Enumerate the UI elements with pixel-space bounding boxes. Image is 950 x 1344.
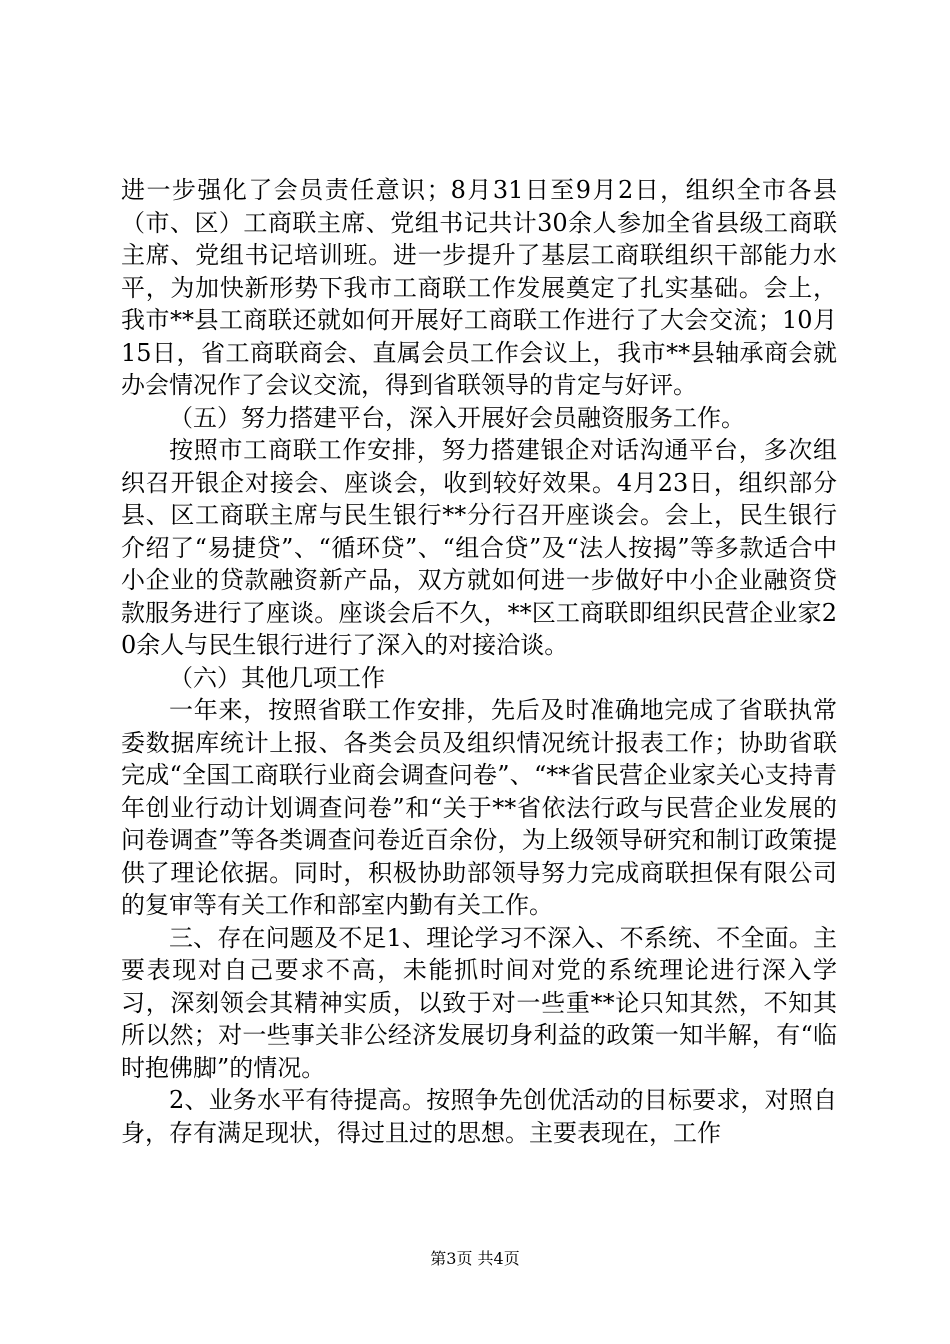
paragraph-business-level: 2、业务水平有待提高。按照争先创优活动的目标要求，对照自身，存有满足现状，得过且过的思想。主要表现在，工作 [121, 1086, 837, 1147]
paragraph-financing-service: 按照市工商联工作安排，努力搭建银企对话沟通平台，多次组织召开银企对接会、座谈会，收到较好效果。4月23日，组织部分县、区工商联主席与民生银行**分行召开座谈会。会上，民生银行介绍了“易捷贷”、“循环贷”、“组合贷”及“法人按揭”等多款适合中小企业的贷款融资新产品，双方就如何进一步做好中小企业融资贷款服务进行了座谈。座谈会后不久，**区工商联即组织民营企业家20余人与民生银行进行了深入的对接洽谈。 [121, 436, 837, 659]
page-footer [0, 1246, 950, 1269]
paragraph-other-work: 一年来，按照省联工作安排，先后及时准确地完成了省联执常委数据库统计上报、各类会员及组织情况统计报表工作；协助省联完成“全国工商联行业商会调查问卷”、“**省民营企业家关心支持青年创业行动计划调查问卷”和“关于**省依法行政与民营企业发展的问卷调查”等各类调查问卷近百余份，为上级领导研究和制订政策提供了理论依据。同时，积极协助部领导努力完成商联担保有限公司的复审等有关工作和部室内勤有关工作。 [121, 696, 837, 919]
paragraph-problems: 三、存在问题及不足1、理论学习不深入、不系统、不全面。主要表现对自己要求不高，未能抓时间对党的系统理论进行深入学习，深刻领会其精神实质，以致于对一些重**论只知其然，不知其所以然；对一些事关非公经济发展切身利益的政策一知半解，有“临时抱佛脚”的情况。 [121, 923, 837, 1082]
document-body [121, 174, 837, 1149]
section-heading-financing: （五）努力搭建平台，深入开展好会员融资服务工作。 [169, 403, 745, 432]
paragraph-membership-training: 进一步强化了会员责任意识；8月31日至9月2日，组织全市各县（市、区）工商联主席、党组书记共计30余人参加全省县级工商联主席、党组书记培训班。进一步提升了基层工商联组织干部能力水平，为加快新形势下我市工商联工作发展奠定了扎实基础。会上，我市**县工商联还就如何开展好工商联工作进行了大会交流；10月15日，省工商联商会、直属会员工作会议上，我市**县轴承商会就办会情况作了会议交流，得到省联领导的肯定与好评。 [121, 176, 837, 399]
page-number: 第3页 共4页 [430, 1249, 520, 1268]
section-heading-other-work: （六）其他几项工作 [169, 663, 385, 692]
